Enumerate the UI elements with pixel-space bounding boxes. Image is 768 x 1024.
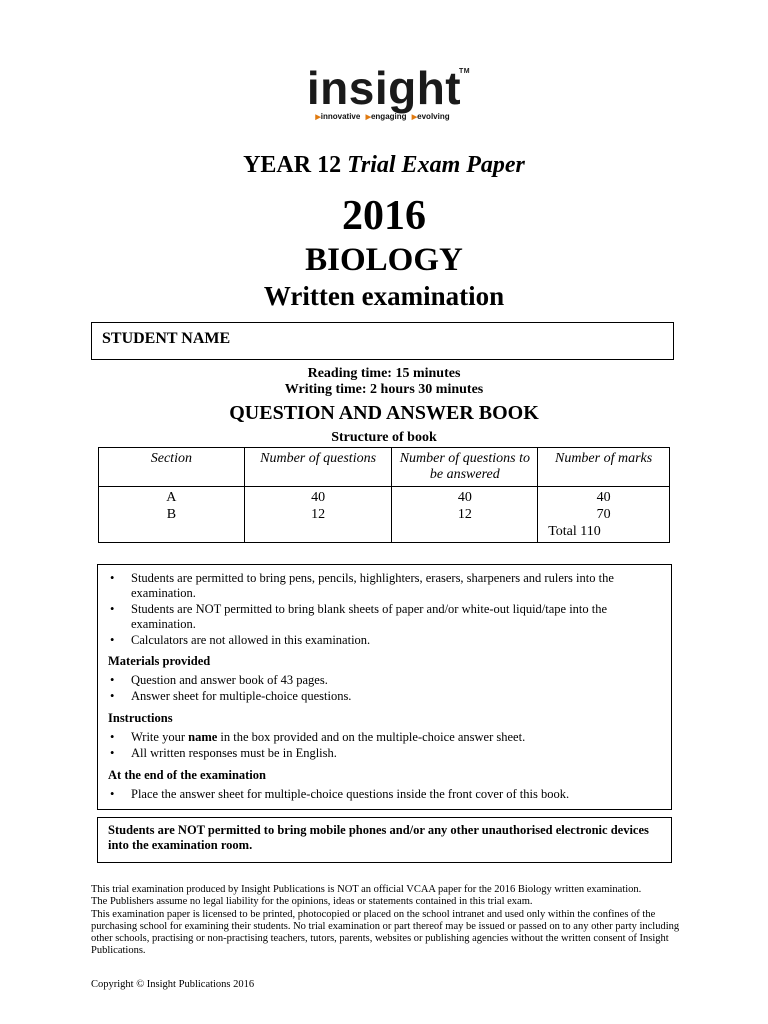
year-level: YEAR 12 [243, 152, 342, 178]
play-arrow-icon: ▶ [365, 114, 371, 121]
instructions-heading: Instructions [108, 711, 173, 725]
rule-text: Students are permitted to bring pens, pencils, highlighters, erasers, sharpeners and rulers into the examination. [131, 571, 614, 600]
bullet-icon: • [110, 688, 115, 703]
materials-section [98, 654, 671, 704]
book-title: QUESTION AND ANSWER BOOK [229, 402, 539, 424]
exam-type: Written examination [263, 281, 505, 311]
table-cell: 70 [596, 507, 611, 522]
disclaimer-paragraph: The Publishers assume no legal liability for the opinions, ideas or statements contained in this trial exam. [91, 896, 533, 908]
section-cell [99, 487, 245, 543]
play-arrow-icon: ▶ [315, 114, 321, 121]
end-of-exam-text: Place the answer sheet for multiple-choice questions inside the front cover of this book. [131, 787, 570, 801]
list-item [98, 787, 671, 802]
student-name-box[interactable] [91, 322, 674, 360]
insight-logo [0, 62, 768, 121]
list-item [98, 730, 671, 745]
end-of-exam-list [98, 787, 671, 802]
instruction-emphasis: name [188, 730, 218, 744]
paper-type: Trial Exam Paper [347, 152, 525, 178]
column-header: Number of questions [244, 448, 392, 487]
disclaimer-paragraph: This examination paper is licensed to be printed, photocopied or placed on the school intranet and used only within the confines of the purchasing school for examining their students. No trial examination or part thereof may be issued or passed on to any other party including other schools, practising or non-practising teachers, tutors, parents, websites or publishing agencies without the written consent of Insight Publications. [91, 908, 680, 957]
material-text: Question and answer book of 43 pages. [131, 673, 328, 687]
end-of-exam-section [98, 768, 671, 803]
instruction-text: All written responses must be in English. [131, 745, 337, 760]
mobile-phone-warning-box [97, 817, 672, 863]
exam-year: 2016 [342, 193, 426, 239]
materials-list [98, 673, 671, 703]
list-item [98, 689, 671, 704]
play-arrow-icon: ▶ [411, 114, 418, 121]
reading-time: Reading time: 15 minutes [307, 366, 461, 381]
questions-cell [244, 487, 392, 543]
instructions-list [98, 730, 671, 760]
bullet-icon: • [110, 633, 115, 647]
logo-tm: TM [459, 68, 471, 75]
table-cell: 40 [457, 490, 472, 505]
list-item [98, 746, 671, 761]
bullet-icon: • [110, 787, 115, 801]
table-header-row [99, 448, 670, 487]
writing-time: Writing time: 2 hours 30 minutes [284, 382, 484, 397]
list-item [98, 633, 671, 648]
column-header: Number of marks [538, 448, 670, 487]
answered-cell [392, 487, 538, 543]
subject-title: BIOLOGY [305, 242, 463, 278]
list-item [98, 602, 671, 631]
instructions-section [98, 711, 671, 761]
instruction-text: in the box provided and on the multiple-choice answer sheet. [217, 730, 526, 744]
column-header: Section [99, 448, 245, 487]
table-cell: 12 [457, 507, 472, 522]
exam-paper-title [0, 152, 768, 179]
disclaimer-paragraph: This trial examination produced by Insight Publications is NOT an official VCAA paper for the 2016 Biology written examination. [91, 884, 642, 895]
bullet-icon: • [110, 745, 115, 760]
instruction-text: Write your [131, 730, 189, 744]
list-item [98, 673, 671, 688]
table-row [99, 487, 670, 543]
rule-text: Students are NOT permitted to bring blank sheets of paper and/or white-out liquid/tape into the examination. [131, 602, 608, 631]
table-cell: B [166, 507, 177, 522]
table-cell: A [166, 490, 177, 505]
table-cell: 40 [596, 490, 611, 505]
table-cell: 40 [311, 490, 326, 505]
total-marks: Total 110 [548, 524, 601, 539]
rules-list [98, 571, 671, 650]
tagline-word: evolving [417, 112, 450, 121]
tagline-word: innovative [320, 112, 361, 121]
marks-cell [538, 487, 670, 543]
structure-caption: Structure of book [331, 430, 437, 445]
bullet-icon: • [110, 602, 115, 616]
logo-word-text: insight [306, 62, 462, 114]
column-header: Number of questions to be answered [392, 448, 538, 487]
exam-rules-box [97, 564, 672, 810]
materials-heading: Materials provided [108, 654, 211, 668]
copyright-notice: Copyright © Insight Publications 2016 [91, 979, 255, 990]
list-item [98, 571, 671, 600]
student-name-label: STUDENT NAME [102, 330, 231, 347]
structure-table [98, 447, 670, 543]
bullet-icon: • [110, 673, 115, 687]
table-cell: 12 [311, 507, 326, 522]
end-of-exam-heading: At the end of the examination [108, 768, 266, 782]
bullet-icon: • [110, 730, 115, 744]
bullet-icon: • [110, 571, 115, 585]
rule-text: Calculators are not allowed in this examination. [131, 633, 371, 647]
tagline-word: engaging [370, 112, 407, 121]
material-text: Answer sheet for multiple-choice questions. [131, 688, 352, 703]
warning-text: Students are NOT permitted to bring mobile phones and/or any other unauthorised electronic devices into the examination room. [108, 823, 649, 852]
disclaimer-footer [91, 884, 681, 958]
logo-wordmark [306, 62, 471, 114]
